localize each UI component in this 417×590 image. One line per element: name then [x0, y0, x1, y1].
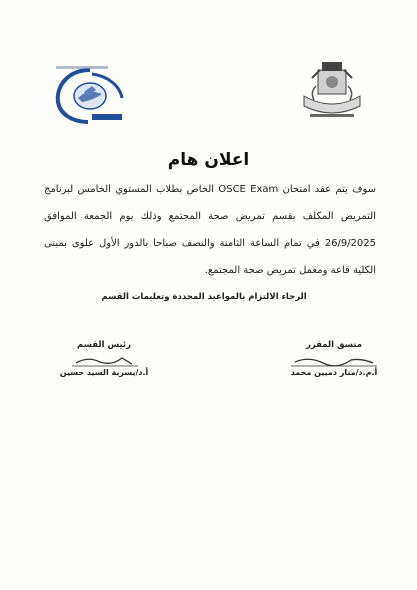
coordinator-title: منسق المقرر — [305, 340, 363, 350]
head-signature-scribble — [62, 354, 146, 368]
coordinator-signature-block — [288, 340, 380, 377]
university-seal-icon — [296, 56, 368, 124]
head-name: أ.د/يسرية السيد حسين — [59, 368, 149, 377]
faculty-emblem-icon — [48, 64, 132, 126]
head-title: رئيس القسم — [76, 340, 132, 350]
compliance-notice: الرجاء الالتزام بالمواعيد المحددة وتعليمات القسم — [101, 292, 307, 302]
coordinator-name: أ.م.د/منار دميين محمد — [290, 368, 378, 377]
head-signature-block — [58, 340, 150, 377]
page-title: اعلان هام — [167, 150, 250, 170]
announcement-paragraph: سوف يتم عقد امتحان OSCE Exam الخاص بطلاب المستوي الخامس لبرنامج التمريض المكلف بقسم تمريض صحة المجتمع وذلك يوم الجمعة الموافق 26/9/2025 في تمام الساعة الثامنة والنصف صباحا بالدور الأول علوى بمبنى الكلية قاعة ومعمل تمريض صحة المجتمع. — [44, 184, 377, 276]
coordinator-signature-scribble — [289, 354, 379, 368]
